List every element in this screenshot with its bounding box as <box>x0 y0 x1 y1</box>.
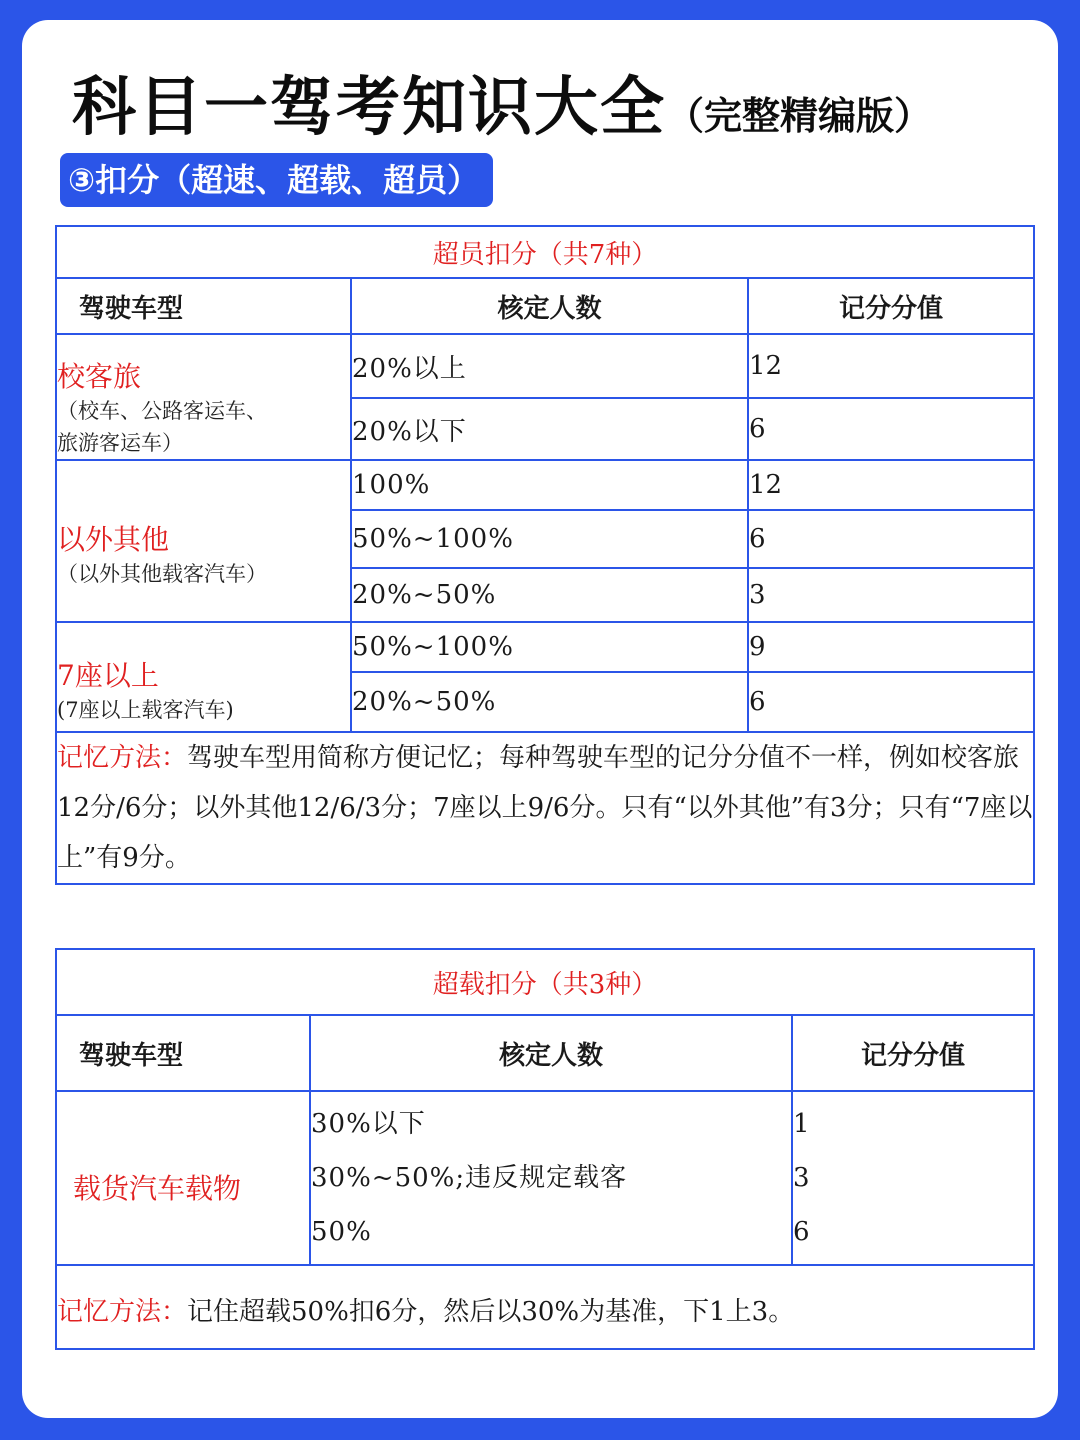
header-vehicle-type: 驾驶车型 <box>56 278 351 334</box>
vehicle-group-name: 以外其他 <box>57 523 170 556</box>
capacity-cell: 20%以下 <box>351 398 748 460</box>
section-tag: ③扣分（超速、超载、超员） <box>60 153 493 207</box>
header-rated-capacity: 核定人数 <box>351 278 748 334</box>
memo-note <box>56 732 1034 884</box>
points-cell: 9 <box>748 622 1034 672</box>
header-points: 记分分值 <box>792 1015 1034 1091</box>
vehicle-group-name: 校客旅 <box>57 360 142 393</box>
capacity-list <box>310 1091 792 1265</box>
vehicle-group-name: 7座以上 <box>57 659 159 692</box>
memo-text: 驾驶车型用简称方便记忆；每种驾驶车型的记分分值不一样，例如校客旅12分/6分；以外其他12/6/3分；7座以上9/6分。只有“以外其他”有3分；只有“7座以上”有9分。 <box>57 743 1033 873</box>
capacity-cell: 50%~100% <box>351 622 748 672</box>
memo-label: 记忆方法： <box>57 1297 188 1327</box>
points-item: 6 <box>793 1217 810 1247</box>
points-list <box>792 1091 1034 1265</box>
table-caption: 超员扣分（共7种） <box>56 226 1034 278</box>
capacity-item: 30%以下 <box>311 1109 426 1139</box>
memo-note <box>56 1265 1034 1349</box>
vehicle-group-note: (7座以上载客汽车) <box>57 698 234 722</box>
header-points: 记分分值 <box>748 278 1034 334</box>
capacity-item: 30%~50%;违反规定载客 <box>311 1163 628 1193</box>
content-card <box>22 20 1058 1418</box>
points-cell: 3 <box>748 568 1034 622</box>
overcrowding-table <box>55 225 1035 885</box>
vehicle-group <box>56 1091 310 1265</box>
page-title: 科目一驾考知识大全（完整精编版） <box>72 71 933 145</box>
points-cell: 6 <box>748 398 1034 460</box>
memo-text: 记住超载50%扣6分，然后以30%为基准，下1上3。 <box>187 1297 795 1327</box>
vehicle-group-note: （校车、公路客运车、旅游客运车） <box>57 399 267 455</box>
capacity-item: 50% <box>311 1217 372 1247</box>
memo-label: 记忆方法： <box>57 743 188 773</box>
vehicle-group <box>56 334 351 460</box>
points-item: 3 <box>793 1163 810 1193</box>
table-caption: 超载扣分（共3种） <box>56 949 1034 1015</box>
capacity-cell: 20%~50% <box>351 672 748 732</box>
points-cell: 6 <box>748 510 1034 568</box>
page-subtitle: （完整精编版） <box>666 94 933 138</box>
points-cell: 12 <box>748 460 1034 510</box>
header-rated-capacity: 核定人数 <box>310 1015 792 1091</box>
vehicle-group <box>56 460 351 622</box>
capacity-cell: 20%~50% <box>351 568 748 622</box>
vehicle-group-note: （以外其他载客汽车） <box>57 562 267 586</box>
vehicle-group-name: 载货汽车载物 <box>73 1172 242 1205</box>
capacity-cell: 20%以上 <box>351 334 748 398</box>
header-vehicle-type: 驾驶车型 <box>56 1015 310 1091</box>
capacity-cell: 50%~100% <box>351 510 748 568</box>
vehicle-group <box>56 622 351 732</box>
overload-table <box>55 948 1035 1350</box>
points-cell: 12 <box>748 334 1034 398</box>
points-cell: 6 <box>748 672 1034 732</box>
points-item: 1 <box>793 1109 810 1139</box>
capacity-cell: 100% <box>351 460 748 510</box>
